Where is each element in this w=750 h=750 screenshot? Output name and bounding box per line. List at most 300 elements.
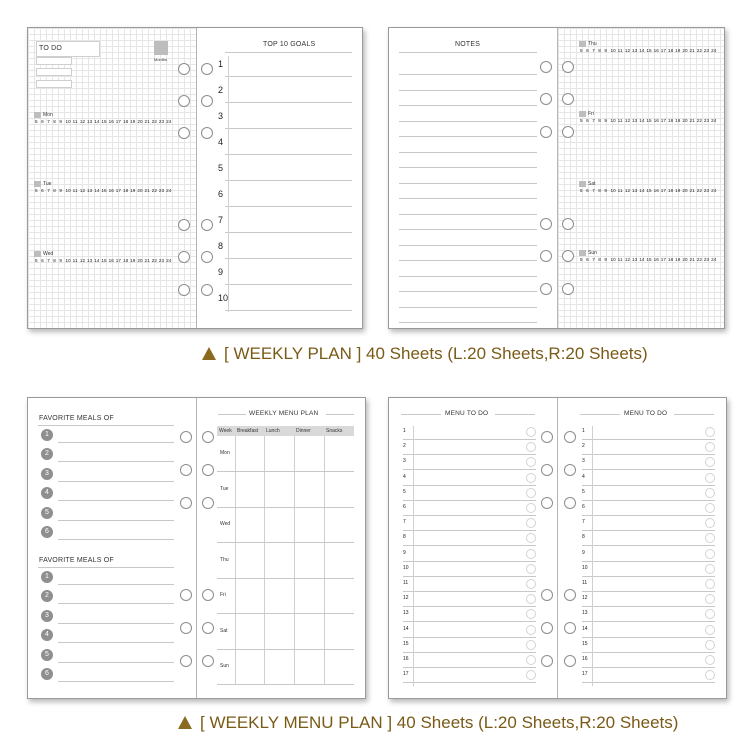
- hour-label: 24: [166, 119, 172, 124]
- menu-todo-line: [403, 667, 536, 668]
- title-rule-left: [580, 414, 620, 415]
- title-rule-left: [401, 414, 441, 415]
- hour-row-sun: [580, 257, 718, 262]
- menu-todo-line: [582, 561, 715, 562]
- day-chip-mon: [34, 112, 41, 118]
- day-label-sun: Sun: [588, 250, 597, 256]
- favorite-meal-number: 3: [41, 610, 53, 622]
- hour-label: 13: [632, 118, 638, 123]
- ring-hole: [180, 622, 192, 634]
- notes-title: NOTES: [455, 41, 481, 48]
- notes-line: [399, 90, 537, 91]
- hour-label: 22: [696, 48, 703, 53]
- hour-label: 12: [624, 188, 631, 193]
- menu-todo-number: 7: [403, 519, 406, 526]
- favorite-meal-line: [58, 442, 174, 443]
- hour-row-mon: [35, 119, 173, 124]
- hour-label: 22: [151, 119, 158, 124]
- menu-todo-line: [403, 621, 536, 622]
- hour-label: 11: [72, 258, 78, 263]
- ring-hole: [540, 283, 552, 295]
- menu-row-line: [217, 613, 354, 614]
- ring-hole: [180, 497, 192, 509]
- hour-row-tue: [35, 188, 173, 193]
- hour-label: 21: [144, 258, 150, 263]
- title-rule: [225, 52, 352, 53]
- menu-todo-check-circle: [705, 670, 715, 680]
- hour-label: 12: [624, 118, 631, 123]
- weekly-menu-plan-title: WEEKLY MENU PLAN: [249, 410, 319, 417]
- hour-label: 23: [703, 48, 710, 53]
- hour-label: 22: [151, 258, 158, 263]
- ring-hole: [541, 589, 553, 601]
- menu-todo-line: [403, 682, 536, 683]
- menu-todo-line: [582, 485, 715, 486]
- favorite-meal-number: 5: [41, 649, 53, 661]
- menu-todo-number: 8: [582, 534, 585, 541]
- todo-title: TO DO: [39, 45, 63, 52]
- title-rule: [38, 567, 174, 568]
- hour-label: 21: [689, 257, 695, 262]
- hour-label: 7: [592, 118, 595, 123]
- weekly-menu-spread-left: [27, 397, 366, 699]
- menu-todo-number: 2: [403, 443, 406, 450]
- menu-todo-number: 1: [582, 428, 585, 434]
- ring-hole: [562, 250, 574, 262]
- ring-hole: [178, 284, 190, 296]
- menu-day-label: Thu: [220, 556, 229, 563]
- hour-label: 16: [108, 258, 114, 263]
- menu-todo-check-circle: [705, 457, 715, 467]
- ring-hole: [201, 219, 213, 231]
- hour-label: 20: [682, 48, 688, 53]
- triangle-icon: [178, 716, 192, 729]
- ring-hole: [564, 464, 576, 476]
- hour-label: 22: [696, 118, 703, 123]
- notes-line: [399, 136, 537, 137]
- menu-todo-line: [403, 515, 536, 516]
- menu-todo-line: [582, 576, 715, 577]
- menu-todo-check-circle: [705, 594, 715, 604]
- menu-todo-check-circle: [705, 488, 715, 498]
- hour-label: 15: [646, 257, 652, 262]
- menu-row-line: [217, 507, 354, 508]
- hour-label: 13: [632, 188, 638, 193]
- hour-label: 10: [610, 257, 616, 262]
- menu-todo-line: [403, 530, 536, 531]
- hour-label: 6: [586, 257, 589, 262]
- weekly-menu-plan-page: [197, 398, 365, 698]
- hour-label: 14: [639, 257, 645, 262]
- menu-todo-line: [582, 652, 715, 653]
- menu-todo-check-circle: [526, 655, 536, 665]
- menu-todo-line: [403, 606, 536, 607]
- menu-todo-number: 17: [403, 671, 409, 678]
- ring-hole: [540, 218, 552, 230]
- ring-hole: [541, 464, 553, 476]
- hour-label: 14: [94, 188, 100, 193]
- title-rule: [38, 425, 174, 426]
- menu-todo-line: [403, 485, 536, 486]
- hour-label: 7: [47, 119, 50, 124]
- notes-line: [399, 167, 537, 168]
- hour-label: 17: [660, 118, 667, 123]
- menu-todo-check-circle: [705, 473, 715, 483]
- menu-todo-line: [582, 500, 715, 501]
- hour-label: 10: [65, 188, 71, 193]
- hour-row-wed: [35, 258, 173, 263]
- hour-label: 18: [122, 188, 129, 193]
- hour-label: 14: [639, 188, 645, 193]
- hour-label: 14: [94, 258, 100, 263]
- hour-label: 17: [115, 258, 122, 263]
- menu-todo-line: [582, 515, 715, 516]
- hour-label: 9: [604, 188, 608, 193]
- notes-line: [399, 74, 537, 75]
- menu-todo-check-circle: [526, 609, 536, 619]
- favorite-meal-number: 2: [41, 590, 53, 602]
- menu-day-label: Tue: [220, 485, 229, 492]
- ring-hole: [202, 655, 214, 667]
- hour-label: 13: [632, 48, 638, 53]
- hour-label: 23: [158, 119, 165, 124]
- notes-line: [399, 229, 537, 230]
- menu-todo-line: [582, 439, 715, 440]
- notes-line: [399, 152, 537, 153]
- hour-label: 15: [101, 188, 107, 193]
- hour-label: 21: [144, 119, 150, 124]
- goal-divider: [228, 56, 229, 312]
- menu-todo-check-circle: [526, 640, 536, 650]
- hour-label: 12: [79, 258, 86, 263]
- ring-hole: [180, 589, 192, 601]
- favorite-meals-page: [28, 398, 196, 698]
- hour-label: 22: [696, 257, 703, 262]
- menu-todo-number: 5: [403, 488, 406, 495]
- hour-label: 5: [580, 118, 583, 123]
- menu-todo-check-circle: [705, 625, 715, 635]
- hour-label: 17: [660, 48, 667, 53]
- hour-label: 24: [711, 48, 717, 53]
- menu-todo-line: [403, 561, 536, 562]
- menu-todo-check-circle: [705, 549, 715, 559]
- hour-label: 10: [610, 48, 616, 53]
- menu-todo-line: [403, 652, 536, 653]
- menu-todo-check-circle: [705, 640, 715, 650]
- notes-line: [399, 276, 537, 277]
- hour-label: 17: [115, 119, 122, 124]
- hour-label: 23: [703, 188, 710, 193]
- menu-todo-number: 9: [403, 549, 406, 556]
- hour-label: 9: [604, 48, 608, 53]
- menu-todo-number: 6: [403, 504, 406, 510]
- ring-hole: [541, 655, 553, 667]
- menu-todo-line: [403, 576, 536, 577]
- favorite-meal-number: 5: [41, 507, 53, 519]
- hour-label: 6: [586, 188, 589, 193]
- menu-day-label: Mon: [220, 450, 230, 456]
- hour-label: 22: [151, 188, 158, 193]
- favorite-meal-number: 1: [41, 429, 53, 441]
- hour-label: 17: [660, 188, 667, 193]
- favorite-meal-line: [58, 500, 174, 501]
- favorite-meal-line: [58, 603, 174, 604]
- hour-label: 19: [675, 118, 681, 123]
- hour-label: 15: [646, 118, 652, 123]
- goal-number: 3: [218, 111, 224, 121]
- hour-label: 6: [586, 48, 589, 53]
- months-label: Months: [154, 57, 168, 62]
- hour-label: 10: [610, 188, 616, 193]
- hour-label: 18: [667, 257, 674, 262]
- hour-label: 5: [35, 119, 38, 124]
- menu-todo-check-circle: [526, 518, 536, 528]
- menu-todo-line: [582, 667, 715, 668]
- ring-hole: [562, 218, 574, 230]
- menu-todo-check-circle: [526, 594, 536, 604]
- goal-line: [225, 76, 352, 77]
- hour-label: 19: [130, 258, 136, 263]
- menu-column-header: Dinner: [296, 428, 311, 434]
- hour-label: 24: [166, 188, 172, 193]
- menu-todo-line: [582, 469, 715, 470]
- ring-hole: [201, 251, 213, 263]
- hour-label: 23: [703, 118, 710, 123]
- notes-line: [399, 183, 537, 184]
- goal-line: [225, 258, 352, 259]
- menu-todo-number: 15: [403, 640, 409, 647]
- menu-todo-number: 4: [582, 473, 585, 480]
- hour-label: 9: [59, 258, 63, 263]
- menu-row-line: [217, 578, 354, 579]
- hour-label: 7: [592, 48, 595, 53]
- menu-todo-line: [403, 545, 536, 546]
- hour-label: 13: [87, 258, 93, 263]
- menu-todo-number: 13: [403, 610, 409, 617]
- ring-hole: [562, 93, 574, 105]
- menu-todo-line: [403, 454, 536, 455]
- menu-column-divider: [235, 436, 236, 684]
- goal-line: [225, 284, 352, 285]
- ring-hole: [201, 127, 213, 139]
- menu-column-header: Snacks: [326, 428, 343, 434]
- menu-todo-number: 8: [403, 534, 406, 541]
- day-chip-sun: [579, 250, 586, 256]
- top-goals-page: [197, 28, 362, 328]
- hour-label: 9: [604, 257, 608, 262]
- goal-line: [225, 128, 352, 129]
- ring-hole: [178, 95, 190, 107]
- hour-label: 21: [689, 188, 695, 193]
- hour-label: 20: [137, 188, 143, 193]
- menu-todo-number: 16: [403, 656, 409, 662]
- menu-todo-check-circle: [526, 473, 536, 483]
- hour-label: 11: [617, 257, 623, 262]
- triangle-icon: [202, 347, 216, 360]
- menu-todo-check-circle: [705, 427, 715, 437]
- hour-label: 17: [115, 188, 122, 193]
- goal-number: 10: [218, 293, 229, 303]
- ring-hole: [202, 431, 214, 443]
- weekly-menu-caption: [178, 713, 678, 733]
- hour-label: 24: [711, 118, 717, 123]
- hour-label: 15: [101, 119, 107, 124]
- menu-todo-divider: [592, 426, 593, 686]
- menu-column-header: Breakfast: [237, 428, 259, 434]
- menu-todo-divider: [413, 426, 414, 686]
- hour-label: 18: [667, 48, 674, 53]
- menu-row-line: [217, 471, 354, 472]
- ring-hole: [562, 283, 574, 295]
- hour-label: 5: [580, 257, 583, 262]
- favorite-meal-number: 2: [41, 448, 53, 460]
- favorite-meals-title-2: FAVORITE MEALS OF: [39, 557, 114, 564]
- day-chip-wed: [34, 251, 41, 257]
- hour-label: 11: [617, 188, 623, 193]
- hour-label: 14: [94, 119, 100, 124]
- weekly-menu-caption-text: [ WEEKLY MENU PLAN ] 40 Sheets (L:20 Sheets,R:20 Sheets): [200, 713, 679, 732]
- menu-row-line: [217, 542, 354, 543]
- hour-label: 9: [59, 188, 63, 193]
- menu-todo-check-circle: [705, 533, 715, 543]
- menu-todo-number: 12: [582, 595, 588, 602]
- menu-todo-number: 7: [582, 519, 585, 526]
- hour-label: 5: [580, 48, 583, 53]
- menu-todo-check-circle: [705, 655, 715, 665]
- goal-number: 5: [218, 163, 224, 173]
- menu-day-label: Sat: [220, 627, 228, 634]
- notes-line: [399, 245, 537, 246]
- favorite-meal-line: [58, 623, 174, 624]
- hour-label: 8: [53, 258, 56, 263]
- goal-line: [225, 310, 352, 311]
- hour-label: 16: [108, 119, 114, 124]
- ring-hole: [564, 431, 576, 443]
- ring-hole: [540, 61, 552, 73]
- menu-todo-line: [582, 682, 715, 683]
- hour-label: 12: [79, 119, 86, 124]
- menu-column-header: Week: [219, 428, 232, 434]
- hour-label: 16: [653, 188, 659, 193]
- hour-label: 19: [130, 188, 136, 193]
- menu-todo-number: 16: [582, 656, 588, 662]
- weekly-plan-caption: [202, 344, 648, 364]
- menu-row-line: [217, 649, 354, 650]
- hour-label: 21: [689, 118, 695, 123]
- hour-label: 8: [598, 188, 601, 193]
- hour-label: 9: [59, 119, 63, 124]
- weekly-menu-spread-right: [388, 397, 727, 699]
- ring-hole: [540, 126, 552, 138]
- hour-label: 7: [47, 258, 50, 263]
- hour-label: 23: [158, 258, 165, 263]
- hour-label: 7: [592, 188, 595, 193]
- hour-label: 13: [87, 188, 93, 193]
- hour-label: 23: [703, 257, 710, 262]
- menu-day-label: Wed: [220, 521, 231, 527]
- favorite-meal-number: 1: [41, 571, 53, 583]
- hour-label: 20: [682, 257, 688, 262]
- notes-line: [399, 198, 537, 199]
- hour-label: 18: [667, 118, 674, 123]
- menu-todo-number: 17: [582, 671, 588, 678]
- menu-todo-number: 11: [403, 580, 409, 586]
- menu-todo-check-circle: [526, 442, 536, 452]
- ring-hole: [180, 655, 192, 667]
- notes-line: [399, 260, 537, 261]
- menu-todo-check-circle: [705, 579, 715, 589]
- ring-hole: [201, 63, 213, 75]
- hour-label: 13: [632, 257, 638, 262]
- hour-label: 8: [598, 118, 601, 123]
- notes-line: [399, 105, 537, 106]
- menu-todo-number: 10: [582, 564, 588, 571]
- goal-number: 7: [218, 215, 224, 225]
- hour-row-thu: [580, 48, 718, 53]
- hour-label: 16: [653, 257, 659, 262]
- hour-label: 11: [617, 48, 623, 53]
- goal-number: 9: [218, 267, 224, 277]
- hour-label: 6: [586, 118, 589, 123]
- weekly-plan-caption-text: [ WEEKLY PLAN ] 40 Sheets (L:20 Sheets,R:20 Sheets): [224, 344, 648, 363]
- hour-label: 7: [592, 257, 595, 262]
- notes-line: [399, 322, 537, 323]
- hour-label: 15: [101, 258, 107, 263]
- hour-label: 5: [35, 188, 38, 193]
- hour-label: 22: [696, 188, 703, 193]
- favorite-meal-line: [58, 662, 174, 663]
- title-rule-left: [218, 414, 246, 415]
- ring-hole: [202, 589, 214, 601]
- menu-todo-line: [403, 439, 536, 440]
- menu-column-divider: [264, 436, 265, 684]
- hour-label: 5: [580, 188, 583, 193]
- menu-todo-line: [582, 454, 715, 455]
- hour-label: 17: [660, 257, 667, 262]
- hour-label: 6: [41, 119, 44, 124]
- favorite-meal-line: [58, 681, 174, 682]
- favorite-meals-title-1: FAVORITE MEALS OF: [39, 415, 114, 422]
- hour-label: 23: [158, 188, 165, 193]
- day-label-fri: Fri: [588, 111, 594, 117]
- menu-todo-line: [582, 621, 715, 622]
- hour-label: 10: [65, 258, 71, 263]
- notes-line: [399, 214, 537, 215]
- ring-hole: [178, 219, 190, 231]
- menu-todo-number: 12: [403, 595, 409, 602]
- hour-label: 18: [667, 188, 674, 193]
- goal-line: [225, 232, 352, 233]
- weekly-plan-page-right: [558, 28, 724, 328]
- ring-hole: [540, 93, 552, 105]
- ring-hole: [562, 126, 574, 138]
- menu-todo-line: [403, 591, 536, 592]
- day-label-tue: Tue: [43, 181, 52, 187]
- favorite-meal-number: 6: [41, 668, 53, 680]
- menu-todo-line: [582, 530, 715, 531]
- menu-column-divider: [294, 436, 295, 684]
- hour-label: 12: [624, 257, 631, 262]
- hour-label: 6: [41, 258, 44, 263]
- hour-label: 16: [108, 188, 114, 193]
- hour-label: 10: [65, 119, 71, 124]
- day-label-wed: Wed: [43, 251, 54, 257]
- weekly-plan-spread-left: [27, 27, 363, 329]
- favorite-meal-number: 6: [41, 526, 53, 538]
- menu-row-line: [217, 684, 354, 685]
- menu-todo-check-circle: [705, 503, 715, 513]
- menu-todo-check-circle: [526, 670, 536, 680]
